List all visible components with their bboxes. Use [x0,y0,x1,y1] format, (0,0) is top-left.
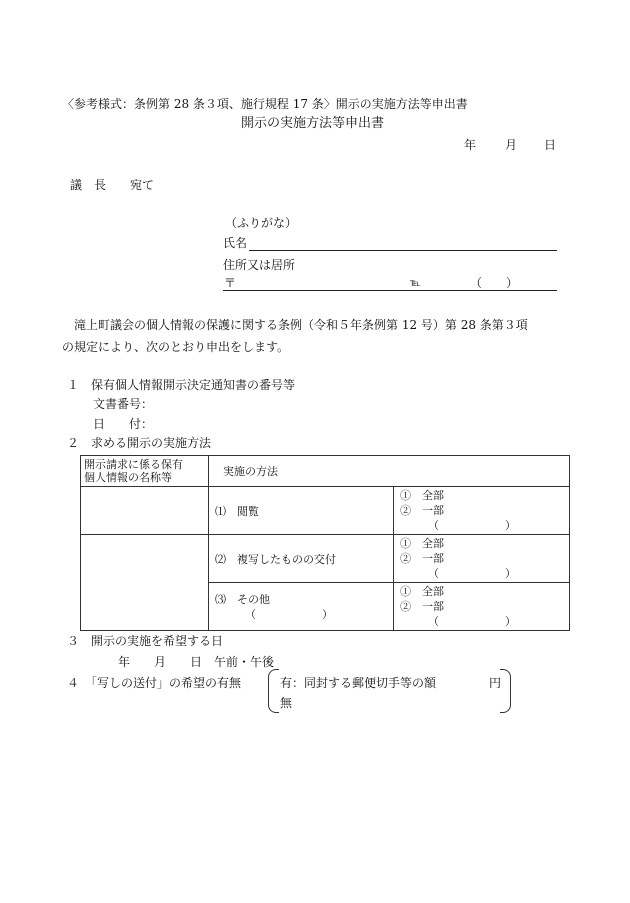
desired-date-line[interactable]: 年 月 日 午前・午後 [118,655,275,669]
method-cell-2: ⑵ 複写したものの交付 [209,535,394,583]
section4-heading: ４ 「写しの送付」の希望の有無 [67,676,242,690]
postal-mark: 〒 [224,276,237,290]
date-day[interactable]: 日 [544,138,557,152]
option-all: ① 全部 [400,585,444,598]
left-bracket [268,669,279,713]
section1-heading: １ 保有個人情報開示決定通知書の番号等 [67,378,296,392]
info-name-cell-2[interactable] [81,535,209,631]
option-part: ② 一部 [400,600,444,613]
address-label: 住所又は居所 [223,258,296,272]
date-year[interactable]: 年 [464,138,477,152]
option-cell-1[interactable] [394,487,570,535]
option-all: ① 全部 [400,489,444,502]
table-row [81,535,570,583]
body-text-line1: 滝上町議会の個人情報の保護に関する条例（令和５年条例第 12 号）第 28 条第３項 [62,318,528,332]
method-table [80,455,570,631]
address-field[interactable] [223,290,557,291]
furigana-label: （ふりがな） [225,216,298,230]
option-cell-3[interactable] [394,583,570,631]
info-name-cell-1[interactable] [81,487,209,535]
option-cell-2[interactable] [394,535,570,583]
form-title: 開示の実施方法等申出書 [241,116,385,131]
option-part: ② 一部 [400,504,444,517]
tel-parens: （ ） [470,276,519,290]
method-cell-3: ⑶ その他 （ ） [209,583,394,631]
option-no[interactable]: 無 [280,696,293,710]
table-header-method: 実施の方法 [209,456,570,487]
doc-number-label: 文書番号： [93,397,154,411]
option-all: ① 全部 [400,537,444,550]
option-yes[interactable]: 有：同封する郵便切手等の額 [280,676,437,690]
name-field[interactable] [249,250,557,251]
doc-date-label: 日 付： [93,417,154,431]
tel-label: ℡ [410,278,421,289]
option-part-detail: （ ） [428,567,516,580]
section2-heading: ２ 求める開示の実施方法 [67,436,212,450]
yen-label: 円 [489,676,502,690]
date-month[interactable]: 月 [505,138,518,152]
option-part: ② 一部 [400,552,444,565]
recipient: 議 長 宛て [70,178,155,192]
table-row [81,487,570,535]
right-bracket [500,669,511,713]
section3-heading: ３ 開示の実施を希望する日 [67,634,224,648]
option-part-detail: （ ） [428,519,516,532]
body-text-line2: の規定により、次のとおり申出をします。 [62,340,290,354]
table-header-name: 開示請求に係る保有 個人情報の名称等 [81,456,209,487]
option-part-detail: （ ） [428,615,516,628]
name-label: 氏名 [223,236,248,250]
method-cell-1: ⑴ 閲覧 [209,487,394,535]
reference-note: 〈参考様式：条例第 28 条３項、施行規程 17 条〉開示の実施方法等申出書 [62,97,468,111]
